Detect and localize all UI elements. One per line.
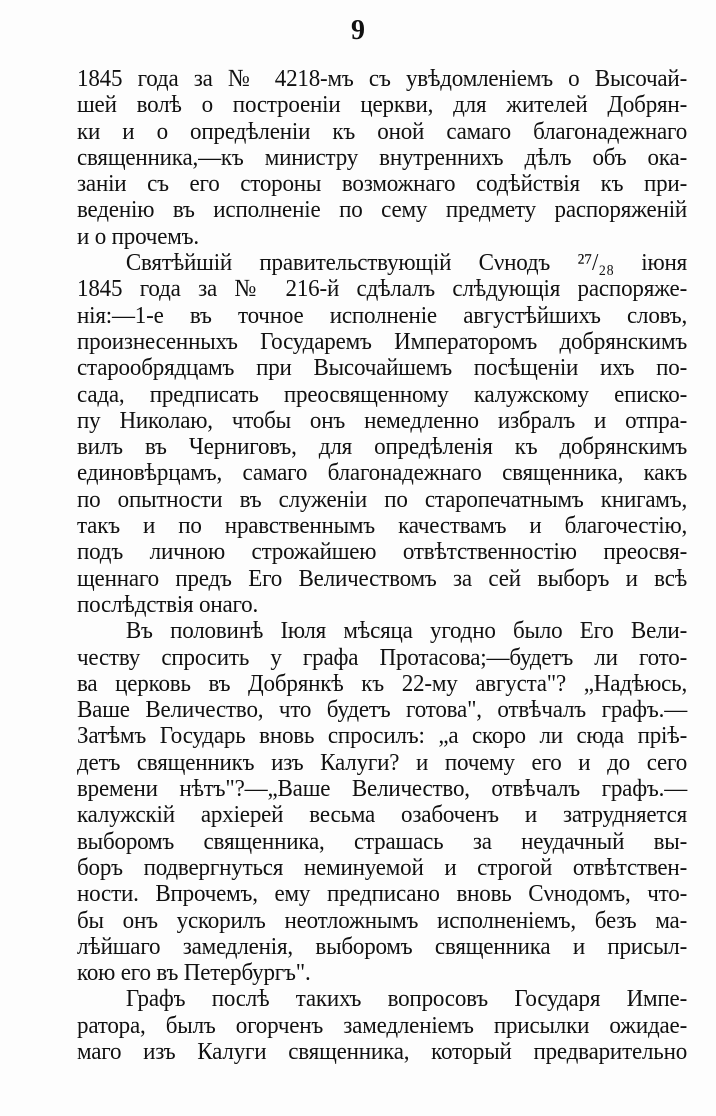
text-line: вилъ въ Черниговъ, для опредѣленія къ добрянскимъ	[77, 433, 688, 461]
text-line: подъ личною строжайшею отвѣтственностію преосвя-	[77, 538, 688, 566]
text-line: послѣдствія онаго.	[77, 590, 259, 618]
text-line: такъ и по нравственнымъ качествамъ и благочестію,	[77, 512, 688, 540]
text-line: детъ священникъ изъ Калуги? и почему его и до сего	[77, 748, 688, 776]
text-line: Святѣйшій правительствующій Сνнодъ ²⁷/₂₈ іюня	[125, 249, 688, 277]
text-line: священника,—къ министру внутреннихъ дѣлъ объ ока-	[77, 143, 688, 171]
text-line: Ваше Величество, что будетъ готова", отвѣчалъ графъ.—	[77, 696, 688, 724]
text-line: заніи съ его стороны возможнаго содѣйствія къ при-	[77, 170, 688, 198]
text-line: щеннаго предъ Его Величествомъ за сей выборъ и всѣ	[77, 564, 688, 592]
text-line: старообрядцамъ при Высочайшемъ посѣщеніи ихъ по-	[77, 354, 688, 382]
text-line: маго изъ Калуги священника, который предварительно	[77, 1037, 688, 1065]
text-line: кою его въ Петербургъ".	[77, 959, 311, 987]
text-line: калужскій архіерей весьма озабоченъ и затрудняется	[77, 801, 688, 829]
text-line: нія:—1-е въ точное исполненіе августѣйшихъ словъ,	[77, 301, 688, 329]
text-line: веденію въ исполненіе по сему предмету распоряженій	[77, 196, 688, 224]
text-line: 1845 года за № 4218-мъ съ увѣдомленіемъ о Высочай-	[77, 65, 688, 92]
text-line: бы онъ ускорилъ неотложнымъ исполненіемъ, безъ ма-	[77, 906, 688, 934]
text-line: шей волѣ о построеніи церкви, для жителей Добрян-	[77, 91, 688, 119]
text-line: Въ половинѣ Іюля мѣсяца угодно было Его Вели-	[125, 617, 688, 645]
text-line: произнесенныхъ Государемъ Императоромъ добрянскимъ	[77, 327, 688, 355]
text-line: единовѣрцамъ, самаго благонадежнаго священника, какъ	[77, 459, 688, 487]
text-line: ва церковь въ Добрянкѣ къ 22-му августа"? „Надѣюсь,	[77, 669, 688, 697]
text-line: лѣйшаго замедленія, выборомъ священника и присыл-	[77, 932, 688, 960]
text-line: Затѣмъ Государь вновь спросилъ: „а скоро ли сюда пріѣ-	[77, 722, 688, 750]
page-number: 9	[351, 15, 365, 46]
text-line: 1845 года за № 216-й сдѣлалъ слѣдующія распоряже-	[77, 275, 688, 303]
text-line: и о прочемъ.	[77, 222, 199, 250]
text-line: честву спросить у графа Протасова;—будетъ ли гото-	[77, 643, 688, 671]
text-line: ратора, былъ огорченъ замедленіемъ присылки ожидае-	[77, 1011, 688, 1039]
text-line: пу Николаю, чтобы онъ немедленно избралъ и отпра-	[77, 406, 688, 434]
text-line: времени нѣтъ"?—„Ваше Величество, отвѣчалъ графъ.—	[77, 775, 688, 803]
text-line: по опытности въ служеніи по старопечатнымъ книгамъ,	[77, 485, 688, 513]
text-line: сада, предписать преосвященному калужскому еписко-	[77, 380, 688, 408]
text-line: выборомъ священника, страшась за неудачный вы-	[77, 827, 688, 855]
text-line: ки и о опредѣленіи къ оной самаго благонадежнаго	[77, 117, 688, 145]
body-text	[77, 66, 687, 1065]
text-line: Графъ послѣ такихъ вопросовъ Государя Импе-	[125, 985, 688, 1013]
text-line: боръ подвергнуться неминуемой и строгой отвѣтствен-	[77, 853, 688, 881]
text-line: ности. Впрочемъ, ему предписано вновь Сνнодомъ, что-	[77, 880, 688, 908]
